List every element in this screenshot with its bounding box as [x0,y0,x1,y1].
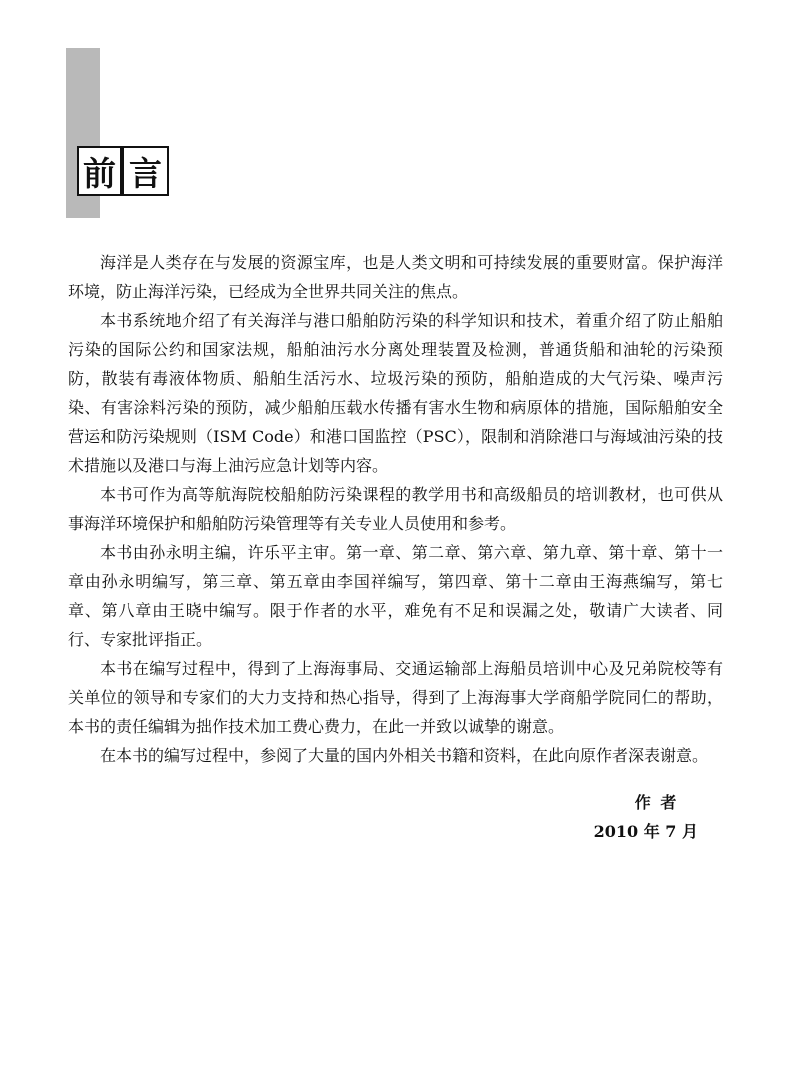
title-char-box-2 [122,146,169,196]
paragraph-6: 在本书的编写过程中，参阅了大量的国内外相关书籍和资料，在此向原作者深表谢意。 [100,746,709,765]
title-char-box-1 [77,146,122,196]
signature-author: 作者 [634,793,686,812]
signature-date: 2010 年 7 月 [593,822,698,841]
signature-block [594,788,698,846]
title-char-2: 言 [129,153,162,193]
paragraph-4: 本书由孙永明主编，许乐平主审。第一章、第二章、第六章、第九章、第十章、第十一章由孙永明编写，第三章、第五章由李国祥编写，第四章、第十二章由王海燕编写，第七章、第八章由王晓中编写。限于作者的水平，难免有不足和误漏之处，敬请广大读者、同行、专家批评指正。 [68,543,723,649]
paragraph-3: 本书可作为高等航海院校船舶防污染课程的教学用书和高级船员的培训教材，也可供从事海洋环境保护和船舶防污染管理等有关专业人员使用和参考。 [68,485,723,533]
paragraph-5: 本书在编写过程中，得到了上海海事局、交通运输部上海船员培训中心及兄弟院校等有关单位的领导和专家们的大力支持和热心指导，得到了上海海事大学商船学院同仁的帮助，本书的责任编辑为拙作技术加工费心费力，在此一并致以诚挚的谢意。 [68,659,723,736]
title-char-1: 前 [83,153,116,193]
preface-body [68,248,723,770]
paragraph-2: 本书系统地介绍了有关海洋与港口船舶防污染的科学知识和技术，着重介绍了防止船舶污染的国际公约和国家法规，船舶油污水分离处理装置及检测，普通货船和油轮的污染预防，散装有毒液体物质、船舶生活污水、垃圾污染的预防，船舶造成的大气污染、噪声污染、有害涂料污染的预防，减少船舶压载水传播有害水生物和病原体的措施，国际船舶安全营运和防污染规则（ISM Code）和港口国监控（PSC），限制和消除港口与海域油污染的技术措施以及港口与海上油污应急计划等内容。 [68,311,723,475]
paragraph-1: 海洋是人类存在与发展的资源宝库，也是人类文明和可持续发展的重要财富。保护海洋环境，防止海洋污染，已经成为全世界共同关注的焦点。 [68,253,723,301]
